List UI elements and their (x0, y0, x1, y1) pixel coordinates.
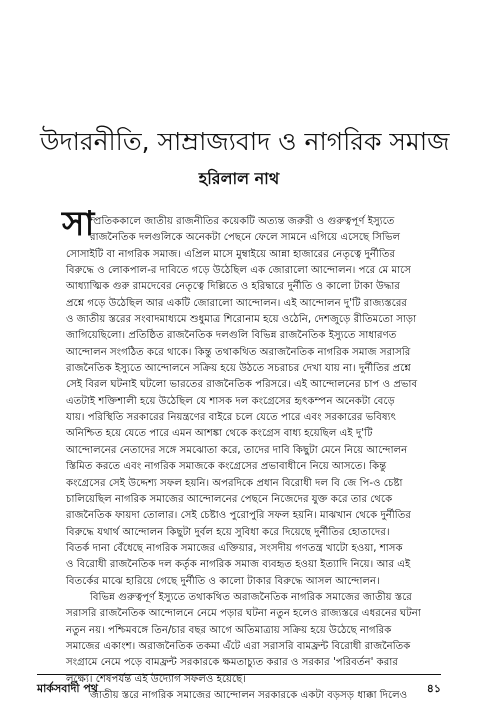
body-line: ও জাতীয় স্তরের সংবাদমাধ্যমে শুধুমাত্র শিরোনাম হয়ে ওঠেনি, দেশজুড়ে রীতিমতো সাড়া (66, 314, 417, 326)
body-line: সেই বিরল ঘটনাই ঘটলো ভারতের রাজনৈতিক পরিসরে। এই আন্দোলনের চাপ ও প্রভাব (66, 379, 418, 391)
body-line: নতুন নয়। পশ্চিমবঙ্গে তিন/চার বছর আগে অতিমাত্রায় সক্রিয় হয়ে উঠেছে নাগরিক (66, 624, 392, 636)
body-line: আন্দোলনের নেতাদের সঙ্গে সমঝোতা করে, তাদের দাবি কিছুটা মেনে নিয়ে আন্দোলন (66, 444, 408, 456)
body-line: বিভিন্ন গুরুত্বপূর্ণ ইস্যুতে তথাকথিত অরাজনৈতিক নাগরিক সমাজের জাতীয় স্তরে (90, 591, 412, 603)
article-body (62, 204, 423, 704)
body-line: লক্ষ্যে। শেষপর্যন্ত এই উদ্যোগ সফলও হয়েছে। (66, 673, 246, 685)
body-line: রাজনৈতিক ইস্যুতে আন্দোলনে সক্রিয় হয়ে উঠতে সচরাচর দেখা যায় না। দুর্নীতির প্রশ্নে (66, 363, 411, 375)
body-line: কংগ্রেসের সেই উদ্দেশ্য সফল হয়নি। অপরদিকে প্রধান বিরোধী দল বি জে পি-ও চেষ্টা (66, 477, 403, 489)
body-line: বিরুদ্ধে ও লোকপাল-র দাবিতে গড়ে উঠেছিল এক জোরালো আন্দোলন। পরে মে মাসে (66, 265, 411, 277)
body-line: রাজনৈতিক ফায়দা তোলার। সেই চেষ্টাও পুরোপুরি সফল হয়নি। মাঝখান থেকে দুর্নীতির (66, 510, 411, 522)
drop-cap: সা (62, 204, 95, 244)
article-title: উদারনীতি, সাম্রাজ্যবাদ ও নাগরিক সমাজ (40, 127, 450, 156)
body-line: স্তিমিত করতে এবং নাগরিক সমাজকে কংগ্রেসের প্রভাবাধীনে নিয়ে আসতে। কিন্তু (66, 461, 387, 473)
page-footer (37, 680, 441, 696)
journal-name: মার্কসবাদী পথ (37, 682, 98, 695)
page-number: ৪১ (426, 682, 441, 695)
body-line: সমাজের একাংশ। অরাজনৈতিক তকমা এঁটে এরা সরাসরি বামফ্রন্ট বিরোধী রাজনৈতিক (66, 640, 411, 652)
body-line: প্রশ্নে গড়ে উঠেছিল আর একটি জোরালো আন্দোলন। এই আন্দোলন দু'টি রাজ্যস্তরের (66, 297, 408, 309)
body-line: আধ্যাত্মিক গুরু রামদেবের নেতৃত্বে দিল্লিতে ও হরিদ্বারে দুর্নীতি ও কালো টাকা উদ্ধার (66, 281, 400, 293)
body-line: রাজনৈতিক দলগুলিকে অনেকটা পেছনে ফেলে সামনে এগিয়ে এসেছে সিভিল (90, 232, 401, 244)
body-line: জাগিয়েছিলো। প্রতিষ্ঠিত রাজনৈতিক দলগুলি বিভিন্ন রাজনৈতিক ইস্যুতে সাধারণত (66, 330, 397, 342)
body-line: সরাসরি রাজনৈতিক আন্দোলনে নেমে পড়ার ঘটনা নতুন হলেও রাজ্যস্তরে এধরনের ঘটনা (66, 608, 421, 620)
body-line: সংগ্রামে নেমে পড়ে বামফ্রন্ট সরকারকে ক্ষমতাচ্যুত করার ও সরকার 'পরিবর্তন' করার (66, 657, 398, 669)
body-line: জাতীয় স্তরে নাগরিক সমাজের আন্দোলন সরকারকে একটা বড়সড় ধাক্কা দিলেও (90, 689, 408, 701)
body-line-text: ম্প্রতিককালে জাতীয় রাজনীতির কয়েকটি অত্যন্ত জরুরী ও গুরুত্বপূর্ণ ইস্যুতে (90, 216, 395, 227)
body-line: যায়। পরিস্থিতি সরকারের নিয়ন্ত্রণের বাইরে চলে যেতে পারে এবং সরকারের ভবিষ্যৎ (66, 412, 396, 424)
body-line: বিতর্ক দানা বেঁধেছে নাগরিক সমাজের এক্তিয়ার, সংসদীয় গণতন্ত্র খাটো হওয়া, শাসক (66, 542, 403, 554)
body-line: ও বিরোধী রাজনৈতিক দল কর্তৃক নাগরিক সমাজ ব্যবহৃত হওয়া ইত্যাদি নিয়ে। আর এই (66, 559, 411, 571)
body-line: আন্দোলন সংগঠিত করে থাকে। কিন্তু তথাকথিত অরাজনৈতিক নাগরিক সমাজ সরাসরি (66, 346, 411, 358)
body-line: অনিশ্চিত হয়ে যেতে পারে এমন আশঙ্কা থেকে কংগ্রেস বাধ্য হয়েছিল এই দু'টি (66, 428, 373, 440)
body-line: বিরুদ্ধে যথার্থ আন্দোলন কিছুটা দুর্বল হয়ে সুবিধা করে দিয়েছে দুর্নীতির হোতাদের। (66, 526, 390, 538)
article-author: হরিলাল নাথ (198, 169, 280, 188)
footer-divider (37, 674, 441, 675)
body-line: বিতর্কের মাঝে হারিয়ে গেছে দুর্নীতি ও কালো টাকার বিরুদ্ধে আসল আন্দোলন। (66, 575, 380, 587)
body-line: এতটাই শক্তিশালী হয়ে উঠেছিল যে শাসক দল কংগ্রেসের হৃৎকম্পন অনেকটা বেড়ে (66, 395, 395, 407)
body-line: সোসাইটি বা নাগরিক সমাজ। এপ্রিল মাসে মুম্বাইয়ে আন্না হাজারের নেতৃত্বে দুর্নীতির (66, 248, 396, 260)
body-line: চালিয়েছিল নাগরিক সমাজের আন্দোলনের পেছনে নিজেদের যুক্ত করে তার থেকে (66, 493, 393, 505)
